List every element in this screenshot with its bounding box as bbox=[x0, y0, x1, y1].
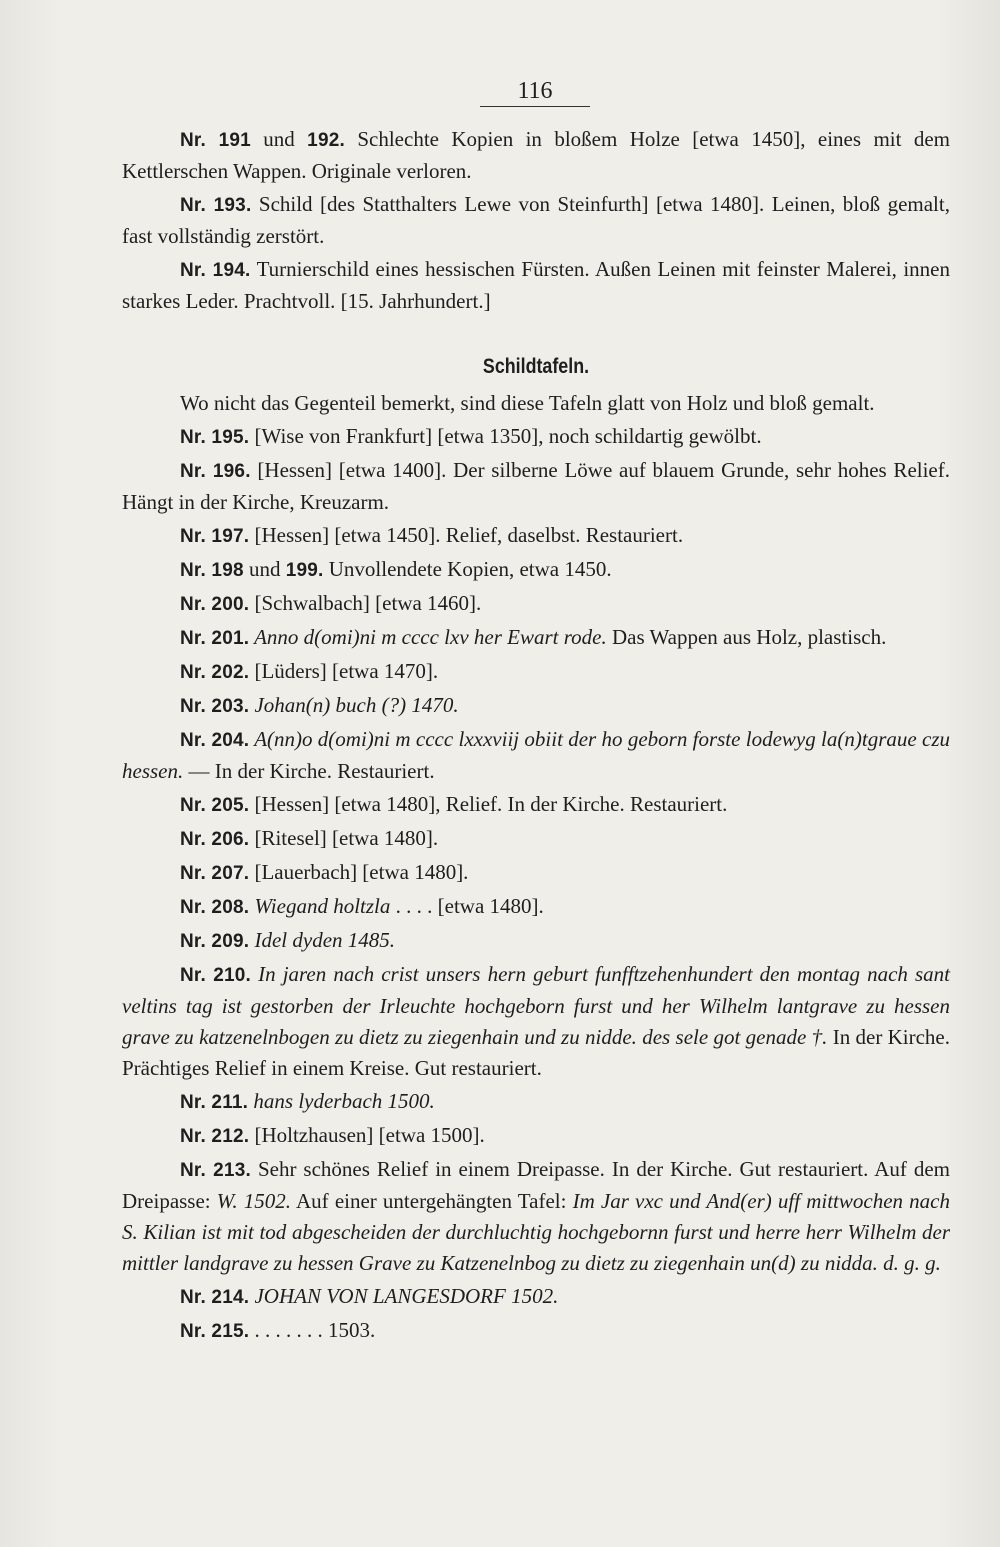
page-number-rule bbox=[480, 106, 590, 107]
entry-215: Nr. 215. . . . . . . . 1503. bbox=[180, 1318, 376, 1342]
body-text bbox=[122, 124, 950, 1349]
section-heading: Schildtafeln. bbox=[482, 355, 590, 378]
entry-198: Nr. 198 und 199. Unvollendete Kopien, etwa 1450. bbox=[180, 557, 612, 581]
entry-197: Nr. 197. [Hessen] [etwa 1450]. Relief, daselbst. Restauriert. bbox=[180, 523, 684, 547]
entry-206: Nr. 206. [Ritesel] [etwa 1480]. bbox=[180, 826, 439, 850]
entry-211: Nr. 211. hans lyderbach 1500. bbox=[180, 1089, 435, 1113]
entry-214: Nr. 214. JOHAN VON LANGESDORF 1502. bbox=[180, 1284, 559, 1308]
entry-209: Nr. 209. Idel dyden 1485. bbox=[180, 928, 396, 952]
page-number: 116 bbox=[517, 78, 553, 104]
entry-202: Nr. 202. [Lüders] [etwa 1470]. bbox=[180, 659, 439, 683]
entry-196: Nr. 196. [Hessen] [etwa 1400]. Der silberne Löwe auf blauem Grunde, sehr hohes Relief. Hängt in der Kirche, Kreuzarm. bbox=[122, 458, 950, 514]
entry-213: Nr. 213. Sehr schönes Relief in einem Dreipasse. In der Kirche. Gut restauriert. Auf dem Dreipasse: W. 1502. Auf einer untergehängten Tafel: Im Jar vxc und And(er) uff mittwochen nach S. Kilian ist mit tod abgescheiden der durchluchtig hochgebornn furst und herre herr Wilhelm der mittler landgrave zu hessen Grave zu Katzenelnbog zu dietz zu ziegenhain un(d) zu nidda. d. g. g. bbox=[122, 1157, 950, 1275]
entry-195: Nr. 195. [Wise von Frankfurt] [etwa 1350], noch schildartig gewölbt. bbox=[180, 424, 762, 448]
entry-200: Nr. 200. [Schwalbach] [etwa 1460]. bbox=[180, 591, 482, 615]
entry-191: Nr. 191 und 192. Schlechte Kopien in bloßem Holze [etwa 1450], eines mit dem Kettlerschen Wappen. Originale verloren. bbox=[122, 127, 950, 183]
entry-207: Nr. 207. [Lauerbach] [etwa 1480]. bbox=[180, 860, 469, 884]
entry-205: Nr. 205. [Hessen] [etwa 1480], Relief. In der Kirche. Restauriert. bbox=[180, 792, 728, 816]
entry-193: Nr. 193. Schild [des Statthalters Lewe von Steinfurth] [etwa 1480]. Leinen, bloß gemalt, fast vollständig zerstört. bbox=[122, 192, 950, 248]
entry-194: Nr. 194. Turnierschild eines hessischen Fürsten. Außen Leinen mit feinster Malerei, innen starkes Leder. Prachtvoll. [15. Jahrhundert.] bbox=[122, 257, 950, 313]
entry-204: Nr. 204. A(nn)o d(omi)ni m cccc lxxxviij obiit der ho geborn forste lodewyg la(n)tgraue czu hessen. — In der Kirche. Restauriert. bbox=[122, 727, 950, 783]
intro-paragraph: Wo nicht das Gegenteil bemerkt, sind diese Tafeln glatt von Holz und bloß gemalt. bbox=[180, 391, 875, 415]
entry-210: Nr. 210. In jaren nach crist unsers hern geburt funfftzehenhundert den montag nach sant veltins tag ist gestorben der Irleuchte hochgeborn furst und her Wilhelm lantgrave zu hessen grave zu katzenelnbogen zu dietz zu ziegenhain und zu nidde. des sele got genade †. In der Kirche. Prächtiges Relief in einem Kreise. Gut restauriert. bbox=[122, 962, 950, 1080]
entry-212: Nr. 212. [Holtzhausen] [etwa 1500]. bbox=[180, 1123, 485, 1147]
entry-208: Nr. 208. Wiegand holtzla . . . . [etwa 1480]. bbox=[180, 894, 544, 918]
entry-203: Nr. 203. Johan(n) buch (?) 1470. bbox=[180, 693, 459, 717]
entry-201: Nr. 201. Anno d(omi)ni m cccc lxv her Ewart rode. Das Wappen aus Holz, plastisch. bbox=[180, 625, 887, 649]
